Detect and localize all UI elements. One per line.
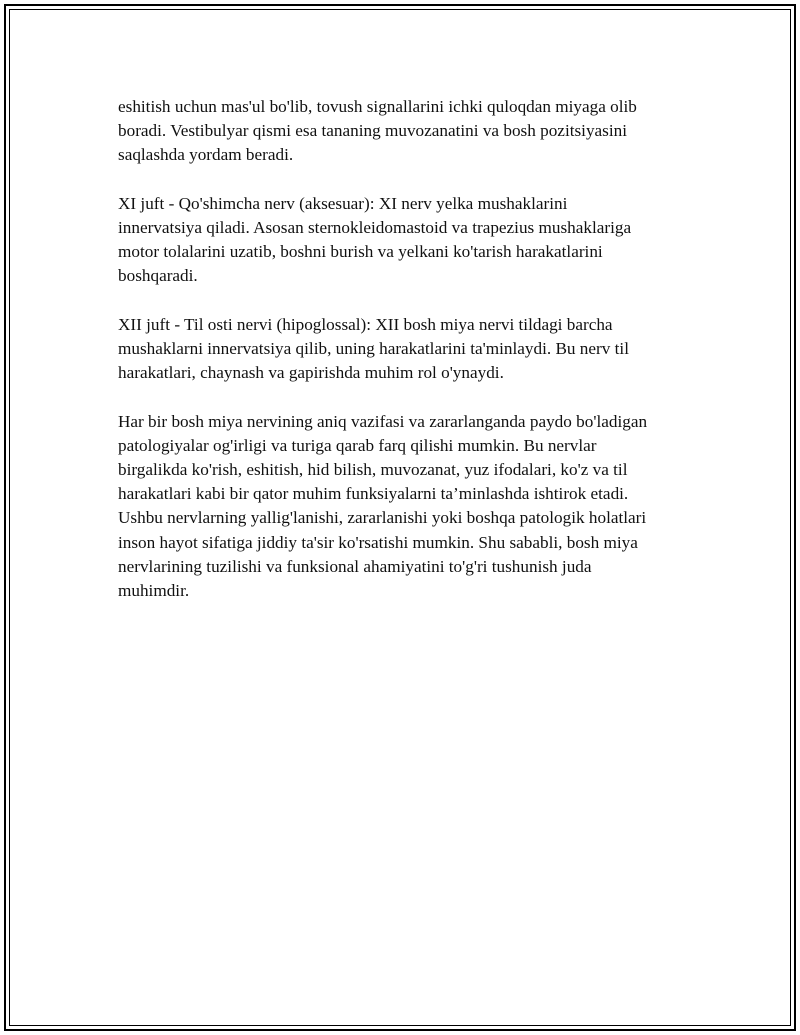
paragraph-accessory-nerve: XI juft - Qo'shimcha nerv (aksesuar): XI nerv yelka mushaklarini innervatsiya qiladi. Asosan sternokleidomastoid va trapezius mushaklariga motor tolalarini uzatib, boshni burish va yelkani ko'tarish harakatlarini boshqaradi. [118, 193, 632, 286]
paragraph-vestibulocochlear-continuation: eshitish uchun mas'ul bo'lib, tovush signallarini ichki quloqdan miyaga olib boradi. Vestibulyar qismi esa tananing muvozanatini va bosh pozitsiyasini saqlashda yordam beradi. [118, 97, 637, 165]
document-body [118, 95, 698, 627]
paragraph-conclusion: Har bir bosh miya nervining aniq vazifasi va zararlanganda paydo bo'ladigan patologiyalar og'irligi va turiga qarab farq qilishi mumkin. Bu nervlar birgalikda ko'rish, eshitish, hid bilish, muvozanat, yuz ifodalari, ko'z va til harakatlari kabi bir qator muhim funksiyalarni ta’minlashda ishtirok etadi. Ushbu nervlarning yallig'lanishi, zararlanishi yoki boshqa patologik holatlari inson hayot sifatiga jiddiy ta'sir ko'rsatishi mumkin. Shu sababli, bosh miya nervlarining tuzilishi va funksional ahamiyatini to'g'ri tushunish juda muhimdir. [118, 411, 648, 601]
paragraph-hypoglossal-nerve: XII juft - Til osti nervi (hipoglossal): XII bosh miya nervi tildagi barcha mushaklarni innervatsiya qilib, uning harakatlarini ta'minlaydi. Bu nerv til harakatlari, chaynash va gapirishda muhim rol o'ynaydi. [118, 314, 629, 383]
